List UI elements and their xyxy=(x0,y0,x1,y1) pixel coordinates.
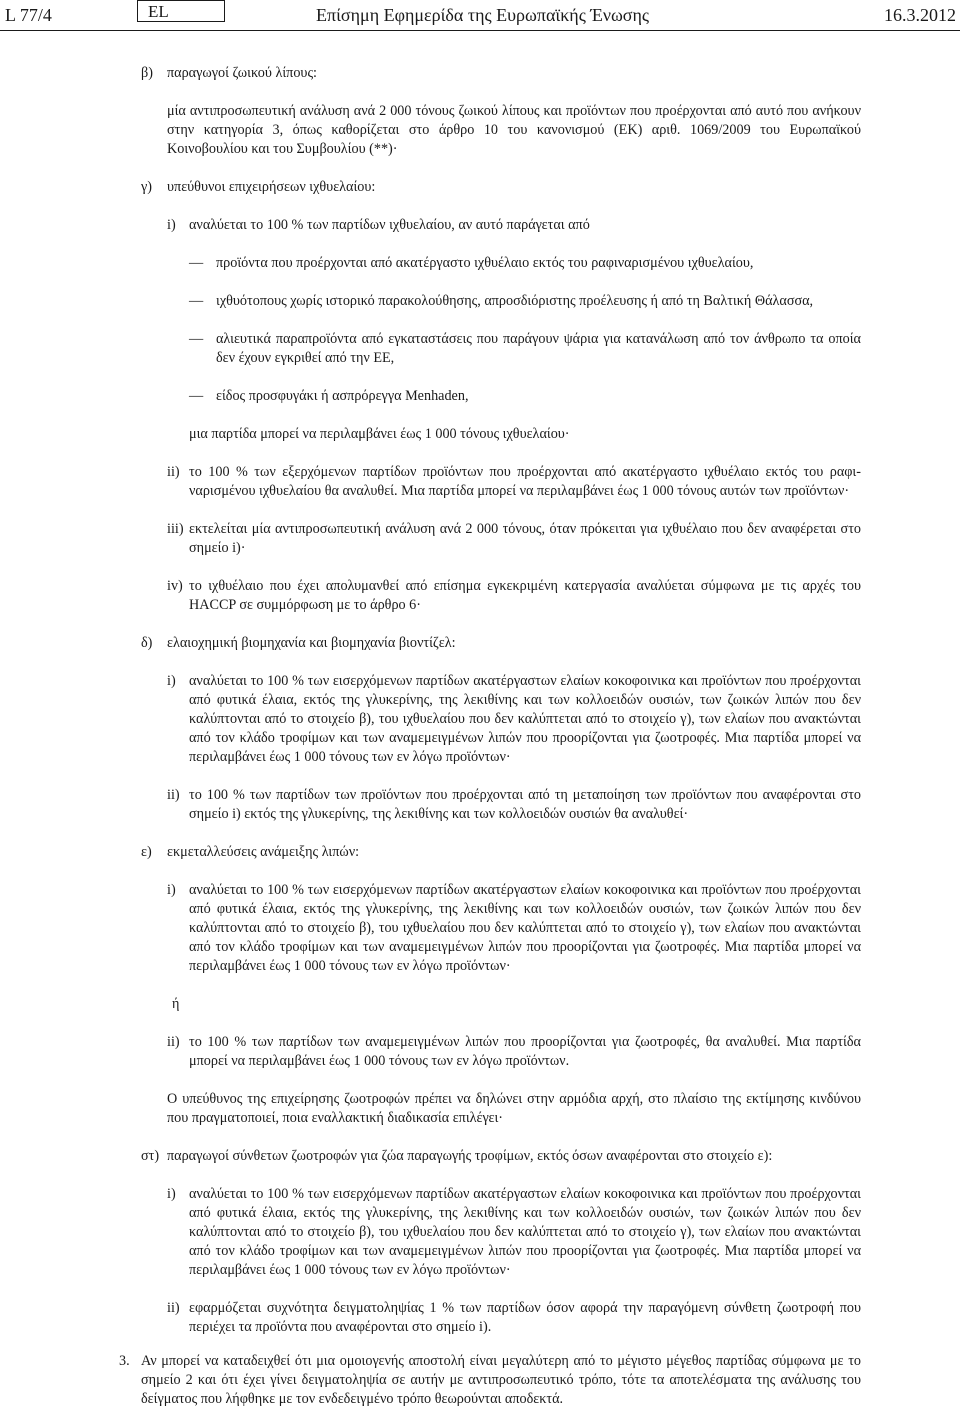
item-g-iii xyxy=(0,520,960,558)
item-g-iv xyxy=(0,577,960,615)
item-g-ii xyxy=(0,463,960,501)
item-title: ελαιοχημική βιομηχανία και βιομηχανία βιοντίζελ: xyxy=(167,635,456,651)
subitem-text: αναλύεται το 100 % των εισερχόμενων παρτίδων ακατέργαστων ελαίων κοκοφοινικα και προϊόντων που προέρχονται από φυτικά έλαια, εκτός της γλυκερίνης, της λεκιθίνης και των κολλοειδών ουσιών, των ζωικών λιπών που δεν καλύπτονται από το στοιχείο β), του ιχθυελαίου που δεν καλύπτεται από το στοιχείο γ), των ελαίων που ανακτώνται από τον κλάδο τροφίμων και των αναμεμειγμένων λιπών που προορίζονται για ζωοτροφές. Μια παρτίδα μπορεί να περιλαμβάνει έως 1 000 τόνους των εν λόγω προϊόντων· xyxy=(189,1186,861,1278)
subitem-text: το 100 % των παρτίδων των αναμεμειγμένων λιπών που προορίζονται για ζωοτροφές, θα αναλυθεί. Μια παρτίδα μπορεί να περιλαμβάνει έως 1 000 τόνους των εν λόγω προϊόντων. xyxy=(189,1034,861,1069)
dash-mark: — xyxy=(189,255,204,271)
dash-mark: — xyxy=(189,388,204,404)
journal-title: Επίσημη Εφημερίδα της Ευρωπαϊκής Ένωσης xyxy=(316,5,650,25)
subitem-text: εφαρμόζεται συχνότητα δειγματοληψίας 1 % των παρτίδων όσον αφορά την παραγόμενη σύνθετη ζωοτροφή που περιέχει τα προϊόντα που αναφέρονται στο σημείο i). xyxy=(189,1300,861,1335)
subitem-label: iv) xyxy=(167,578,183,594)
item-b-text xyxy=(0,102,960,159)
item-label: γ) xyxy=(141,179,152,195)
paragraph-3 xyxy=(0,1352,960,1409)
item-label: ε) xyxy=(141,844,152,860)
paragraph-text: μια παρτίδα μπορεί να περιλαμβάνει έως 1 000 τόνους ιχθυελαίου· xyxy=(189,426,570,442)
header-rule xyxy=(0,30,960,31)
item-title: παραγωγοί ζωικού λίπους: xyxy=(167,65,318,81)
item-d-ii xyxy=(0,786,960,824)
subitem-text: αναλύεται το 100 % των παρτίδων ιχθυελαίου, αν αυτό παράγεται από xyxy=(189,217,590,233)
item-d-i xyxy=(0,672,960,767)
subitem-label: ii) xyxy=(167,787,180,803)
subitem-label: i) xyxy=(167,217,176,233)
publication-date: 16.3.2012 xyxy=(884,5,956,25)
paragraph-number: 3. xyxy=(119,1353,130,1369)
item-title: υπεύθυνοι επιχειρήσεων ιχθυελαίου: xyxy=(167,179,376,195)
paragraph-text: Ο υπεύθυνος της επιχείρησης ζωοτροφών πρέπει να δηλώνει στην αρμόδια αρχή, στο πλαίσιο της εκτίμησης κινδύνου που πραγματοποιεί, ποια εναλλακτική διαδικασία επιλέγει· xyxy=(167,1091,861,1126)
dash-text: ιχθυότοπους χωρίς ιστορικό παρακολούθησης, απροσδιόριστης προέλευσης ή από τη Βαλτική Θάλασσα, xyxy=(216,293,814,309)
document-body xyxy=(0,64,960,1409)
dash-text: προϊόντα που προέρχονται από ακατέργαστο ιχθυέλαιο εκτός του ραφιναρισμένου ιχθυελαίου, xyxy=(216,255,754,271)
dash-mark: — xyxy=(189,293,204,309)
conjunction: ή xyxy=(172,996,180,1012)
subitem-label: i) xyxy=(167,882,176,898)
item-d-title xyxy=(0,634,960,653)
page-header xyxy=(0,0,960,32)
item-g-i-tail xyxy=(0,425,960,444)
item-g-i xyxy=(0,216,960,235)
subitem-label: i) xyxy=(167,673,176,689)
subitem-label: ii) xyxy=(167,1034,180,1050)
item-e-ii xyxy=(0,1033,960,1071)
subitem-text: το 100 % των παρτίδων των προϊόντων που προέρχονται από τη μεταποίηση των προϊόντων που αναφέρονται στο σημείο i) εκτός της γλυκερίνης, της λεκιθίνης και των κολλοειδών ουσιών θα αναλυθεί· xyxy=(189,787,861,822)
subitem-label: iii) xyxy=(167,521,184,537)
subitem-label: i) xyxy=(167,1186,176,1202)
language-box: EL xyxy=(137,0,225,22)
item-e-note xyxy=(0,1090,960,1128)
item-label: β) xyxy=(141,65,153,81)
paragraph-text: Αν μπορεί να καταδειχθεί ότι μια ομοιογενής αποστολή είναι μεγαλύτερη από το μέγιστο μέγεθος παρτίδας σύμφωνα με το σημείο 2 και ότι έχει γίνει δειγματοληψία σε αυτήν με αντιπροσωπευτικό τρόπο, τότε τα αποτελέσματα της ανάλυσης του δείγματος που λήφθηκε με τον ενδεδειγμένο τρόπο θεωρούνται αποδεκτά. xyxy=(141,1353,861,1407)
dash-item xyxy=(0,254,960,273)
item-title: παραγωγοί σύνθετων ζωοτροφών για ζώα παραγωγής τροφίμων, εκτός όσων αναφέρονται στο στοιχείο ε): xyxy=(167,1148,773,1164)
dash-item xyxy=(0,387,960,406)
dash-mark: — xyxy=(189,331,204,347)
subitem-text: το ιχθυέλαιο που έχει απολυμανθεί από επίσημα εγκεκριμένη κατεργασία αναλύεται σύμφωνα με τις αρχές του HACCP σε συμμόρφωση με το άρθρο 6· xyxy=(189,578,861,613)
item-st-title xyxy=(0,1147,960,1166)
subitem-label: ii) xyxy=(167,1300,180,1316)
dash-text: είδος προσφυγάκι ή ασπρόρεγγα Menhaden, xyxy=(216,388,469,404)
item-label: δ) xyxy=(141,635,153,651)
subitem-text: αναλύεται το 100 % των εισερχόμενων παρτίδων ακατέργαστων ελαίων κοκοφοινικα και προϊόντων που προέρχονται από φυτικά έλαια, εκτός της γλυκερίνης, της λεκιθίνης και των κολλοειδών ουσιών, των ζωικών λιπών που δεν καλύπτονται από το στοιχείο β), του ιχθυελαίου που δεν καλύπτεται από το στοιχείο γ), των ελαίων που ανακτώνται από τον κλάδο τροφίμων και των αναμεμειγμένων λιπών που προορίζονται για ζωοτροφές. Μια παρτίδα μπορεί να περιλαμβάνει έως 1 000 τόνους των εν λόγω προϊόντων· xyxy=(189,673,861,765)
item-e-title xyxy=(0,843,960,862)
item-e-or xyxy=(0,995,960,1014)
dash-text: αλιευτικά παραπροϊόντα από εγκαταστάσεις που παράγουν ψάρια για κατανάλωση από τον άνθρωπο τα οποία δεν έχουν εγκριθεί από την ΕΕ, xyxy=(216,331,861,366)
item-label: στ) xyxy=(141,1148,160,1164)
item-e-i xyxy=(0,881,960,976)
item-st-ii xyxy=(0,1299,960,1337)
paragraph-text: μία αντιπροσωπευτική ανάλυση ανά 2 000 τόνους ζωικού λίπους και προϊόντων που προέρχονται από αυτό που ανήκουν στην κατηγορία 3, όπως καθορίζεται στο άρθρο 10 του κανονισμού (ΕΚ) αριθ. 1069/2009 του Ευρωπαϊκού Κοινοβουλίου και του Συμβουλίου (**)· xyxy=(167,103,861,157)
subitem-text: εκτελείται μία αντιπροσωπευτική ανάλυση ανά 2 000 τόνους, όταν πρόκειται για ιχθυέλαιο που δεν αναφέρεται στο σημείο i)· xyxy=(189,521,861,556)
page-number: L 77/4 xyxy=(5,5,52,25)
subitem-label: ii) xyxy=(167,464,180,480)
subitem-text: το 100 % των εξερχόμενων παρτίδων προϊόντων που προέρχονται από ακατέργαστο ιχθυέλαιο εκτός του ραφιναρισμένου ιχθυελαίου θα αναλυθεί. Μια παρτίδα μπορεί να περιλαμβάνει έως 1 000 τόνους αυτών των προϊόντων· xyxy=(189,464,861,499)
dash-item xyxy=(0,330,960,368)
item-g-title xyxy=(0,178,960,197)
subitem-text: αναλύεται το 100 % των εισερχόμενων παρτίδων ακατέργαστων ελαίων κοκοφοινικα και προϊόντων που προέρχονται από φυτικά έλαια, εκτός της γλυκερίνης, της λεκιθίνης και των κολλοειδών ουσιών, των ζωικών λιπών που δεν καλύπτονται από το στοιχείο β), του ιχθυελαίου που δεν καλύπτεται από το στοιχείο γ), των ελαίων που ανακτώνται από τον κλάδο τροφίμων και των αναμεμειγμένων λιπών που προορίζονται για ζωοτροφές. Μια παρτίδα μπορεί να περιλαμβάνει έως 1 000 τόνους των εν λόγω προϊόντων· xyxy=(189,882,861,974)
item-st-i xyxy=(0,1185,960,1280)
item-title: εκμεταλλεύσεις ανάμειξης λιπών: xyxy=(167,844,360,860)
dash-item xyxy=(0,292,960,311)
item-b-title xyxy=(0,64,960,83)
